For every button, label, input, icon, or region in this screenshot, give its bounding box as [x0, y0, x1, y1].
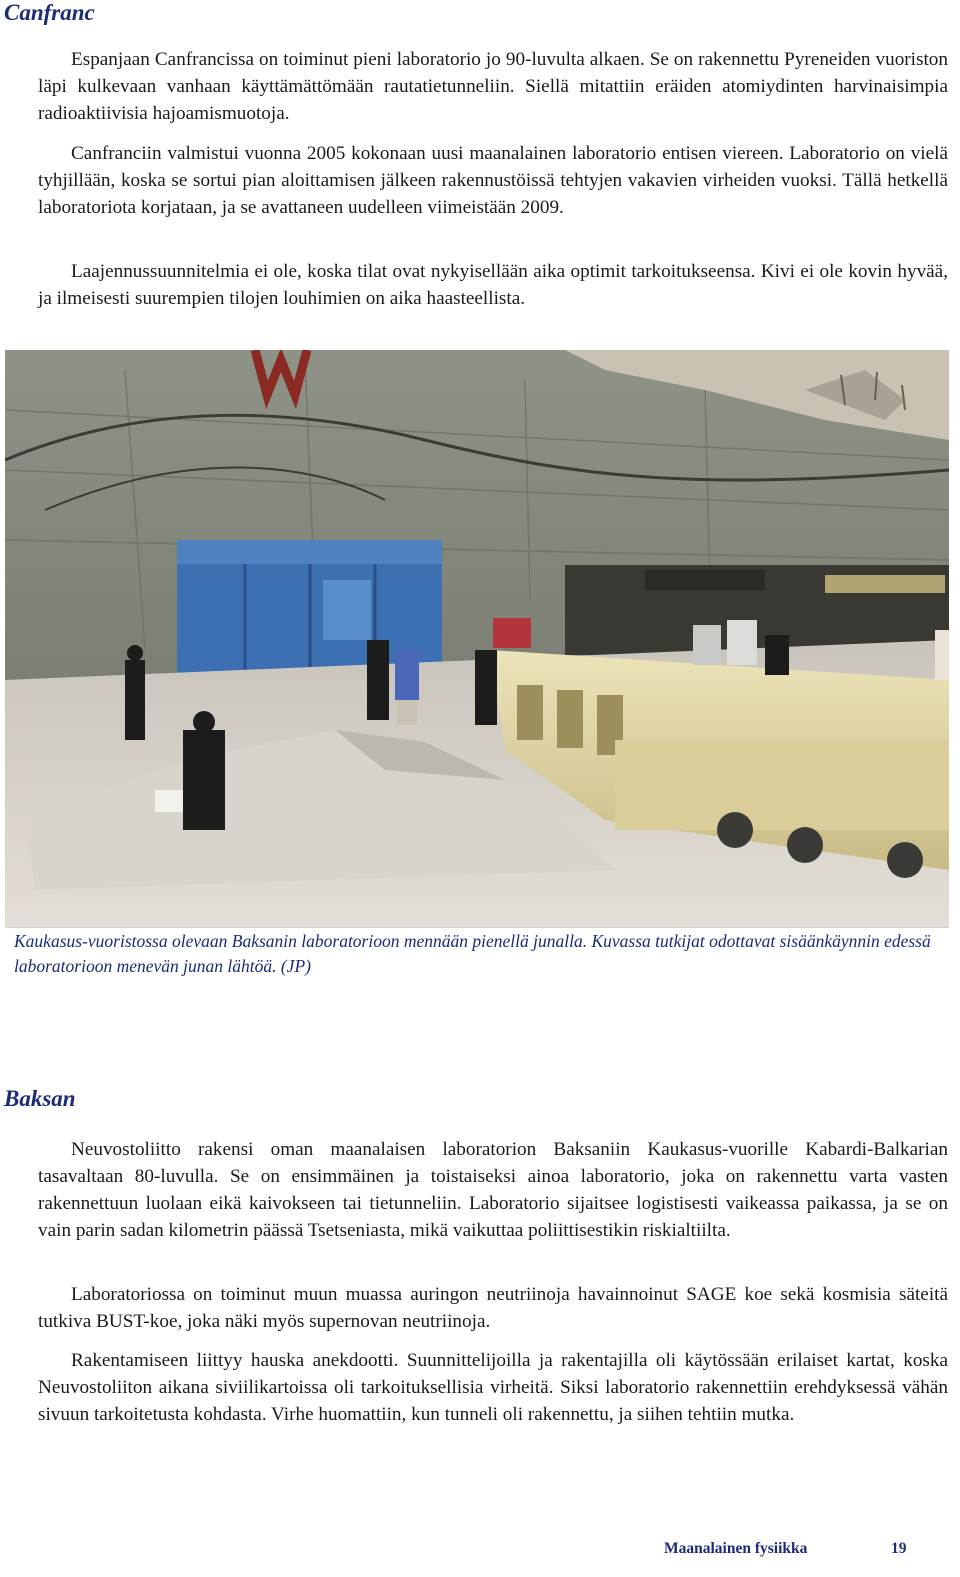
baksan-entrance-photo	[5, 350, 949, 928]
canfranc-paragraph-2: Canfranciin valmistui vuonna 2005 kokonaan uusi maanalainen laboratorio entisen viereen. Laboratorio on vielä tyhjillään, koska se sortui pian aloittamisen jälkeen rakennustöissä tehtyjen vakavien virheiden vuoksi. Tällä hetkellä laboratoriota korjataan, ja se avattaneen uudelleen viimeistään 2009.	[38, 143, 948, 218]
baksan-paragraph-1: Neuvostoliitto rakensi oman maanalaisen laboratorion Baksaniin Kaukasus-vuorille Kabardi-Balkarian tasavaltaan 80-luvulla. Se on ensimmäinen ja toistaiseksi ainoa laboratorio, joka on rakennettu varta vasten rakennettuun luolaan eikä kaivokseen tai tietunneliin. Laboratorio sijaitsee logistisesti vaikeassa paikassa, ja se on vain parin sadan kilometrin päässä Tsetseniasta, mikä vaikuttaa poliittisestikin riskialtiilta.	[38, 1139, 948, 1241]
canfranc-paragraph-1: Espanjaan Canfrancissa on toiminut pieni laboratorio jo 90-luvulta alkaen. Se on rakennettu Pyreneiden vuoriston läpi kulkevaan vanhaan käyttämättömään rautatietunneliin. Siellä mitattiin eräiden atomiydinten harvinaisimpia radioaktiivisia hajoamismuotoja.	[38, 49, 948, 124]
footer-page-number: 19	[891, 1540, 907, 1557]
baksan-paragraph-2: Laboratoriossa on toiminut muun muassa auringon neutriinoja havainnoinut SAGE koe sekä kosmisia säteitä tutkiva BUST-koe, joka näki myös supernovan neutriinoja.	[38, 1284, 948, 1332]
footer-publication-title: Maanalainen fysiikka	[664, 1540, 808, 1557]
section-heading-canfranc: Canfranc	[4, 0, 95, 25]
photo-caption: Kaukasus-vuoristossa olevaan Baksanin laboratorioon mennään pienellä junalla. Kuvassa tutkijat odottavat sisäänkäynnin edessä laboratorioon menevän junan lähtöä. (JP)	[14, 931, 931, 976]
baksan-paragraph-3: Rakentamiseen liittyy hauska anekdootti. Suunnittelijoilla ja rakentajilla oli käytössään erilaiset kartat, koska Neuvostoliiton aikana siviilikartoissa oli tarkoituksellisia virheitä. Siksi laboratorio rakennettiin erehdyksessä vähän sivuun tarkoitetusta kohdasta. Virhe huomattiin, kun tunneli oli rakennettu, ja siihen tehtiin mutka.	[38, 1350, 948, 1425]
canfranc-paragraph-3: Laajennussuunnitelmia ei ole, koska tilat ovat nykyisellään aika optimit tarkoitukseensa. Kivi ei ole kovin hyvää, ja ilmeisesti suurempien tilojen louhimien on aika haasteellista.	[38, 261, 948, 309]
section-heading-baksan: Baksan	[4, 1086, 76, 1111]
